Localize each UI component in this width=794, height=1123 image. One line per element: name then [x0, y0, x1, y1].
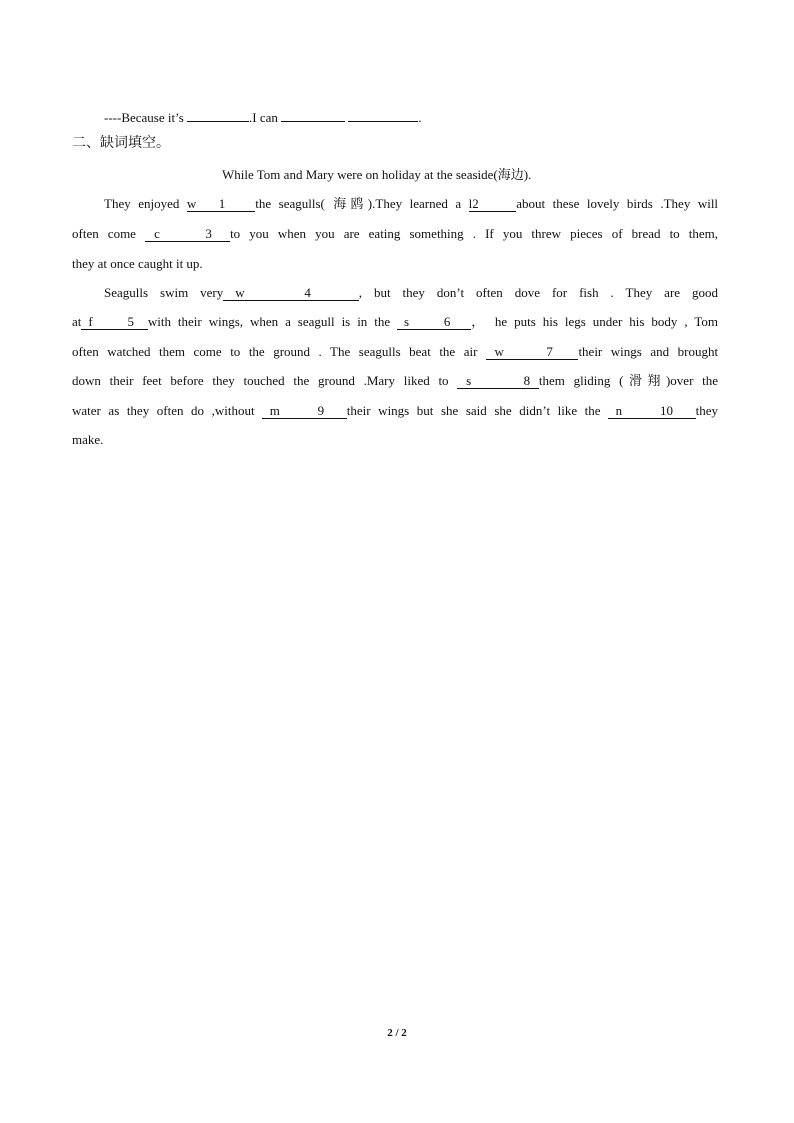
passage-title-close: ).	[523, 167, 532, 182]
blank-9-number: 9	[317, 403, 325, 418]
text: ).They learned a	[367, 196, 469, 211]
blank-1-letter: w	[186, 196, 197, 211]
blank-10-letter: n	[615, 403, 623, 418]
blank-10-number: 10	[659, 403, 673, 418]
blank-1-number: 1	[218, 196, 226, 211]
text: Seagulls swim very	[104, 285, 224, 300]
text: their wings and brought	[578, 344, 719, 359]
blank-1[interactable]	[187, 196, 255, 212]
text: them gliding (	[538, 373, 624, 388]
blank-5-letter: f	[88, 314, 93, 329]
text: the seagulls(	[255, 196, 325, 211]
answer-mid: .I can	[249, 110, 282, 125]
text: often come	[72, 226, 146, 241]
blank-10[interactable]	[608, 403, 696, 419]
blank-4[interactable]	[223, 285, 359, 301]
answer-end: .	[418, 110, 422, 125]
text: ， he puts his legs under his body , Tom	[471, 314, 718, 329]
blank-7-letter: w	[494, 344, 504, 359]
blank-3-number: 3	[205, 226, 212, 241]
blank-6[interactable]	[397, 314, 471, 330]
blank-8-letter: s	[466, 373, 472, 388]
answer-blank-1[interactable]	[187, 108, 249, 122]
text-cn: 海鸥	[324, 197, 368, 212]
blank-7[interactable]	[486, 344, 578, 360]
blank-9[interactable]	[262, 403, 347, 419]
passage-title-text: While Tom and Mary were on holiday at the seaside(	[222, 167, 498, 182]
blank-5[interactable]	[81, 314, 147, 330]
text: to you when you are eating something . If you threw pieces of bread to them,	[230, 226, 719, 241]
answer-prefix: ----Because it’s	[104, 110, 188, 125]
text: at	[72, 314, 82, 329]
p2-line-5	[72, 402, 718, 420]
p2-line-1	[104, 284, 718, 302]
page-number: 2 / 2	[387, 1027, 407, 1039]
text: often watched them come to the ground . The seagulls beat the air	[72, 344, 478, 359]
text: )over the	[665, 373, 719, 388]
blank-6-letter: s	[404, 314, 410, 329]
text: down their feet before they touched the ground .Mary liked to	[72, 373, 458, 388]
blank-4-number: 4	[304, 285, 311, 300]
blank-8-number: 8	[523, 373, 531, 388]
text: about these lovely birds .They will	[516, 196, 719, 211]
blank-7-number: 7	[546, 344, 553, 359]
text: they	[695, 403, 719, 418]
p2-line-3	[72, 343, 718, 361]
text: They enjoyed	[104, 196, 187, 211]
passage-title-cn: 海边	[497, 168, 524, 183]
blank-3[interactable]	[145, 226, 230, 242]
blank-2[interactable]	[469, 196, 517, 212]
blank-2-letter: l	[468, 196, 473, 211]
text: with their wings, when a seagull is in the	[147, 314, 398, 329]
p2-line-6: make.	[72, 432, 104, 447]
text: their wings but she said she didn’t like the	[346, 403, 609, 418]
answer-blank-3[interactable]	[348, 108, 418, 122]
blank-3-letter: c	[154, 226, 160, 241]
blank-8[interactable]	[457, 373, 539, 389]
answer-blank-2[interactable]	[281, 108, 345, 122]
blank-9-letter: m	[269, 403, 280, 418]
p1-line-1	[104, 195, 718, 214]
blank-4-letter: w	[235, 285, 245, 300]
blank-2-number: 2	[472, 196, 479, 211]
passage-title	[222, 166, 531, 185]
blank-5-number: 5	[127, 314, 134, 329]
p2-line-2	[72, 313, 718, 331]
p2-line-4	[72, 372, 718, 391]
answer-line	[104, 108, 422, 127]
text: water as they often do ,without	[72, 403, 263, 418]
text-cn: 滑翔	[623, 374, 666, 389]
p1-line-3: they at once caught it up.	[72, 256, 203, 271]
blank-6-number: 6	[443, 314, 451, 329]
section-heading: 二、缺词填空。	[72, 135, 170, 151]
p1-line-2	[72, 225, 718, 243]
text: , but they don’t often dove for fish . They are good	[358, 285, 719, 300]
